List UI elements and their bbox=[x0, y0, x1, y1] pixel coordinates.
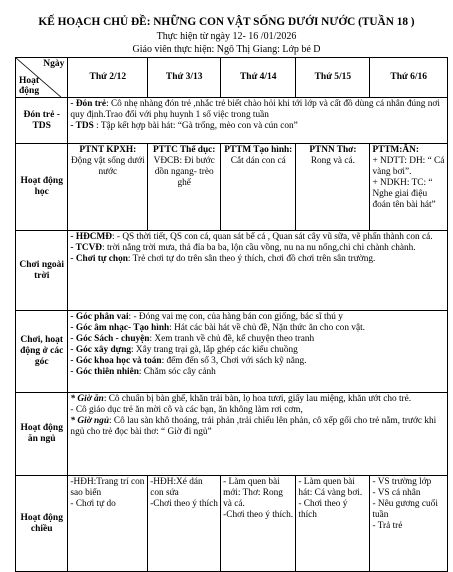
row-label-chieu: Hoạt động chiều bbox=[16, 476, 68, 572]
day-header-3: Thứ 4/14 bbox=[221, 58, 296, 98]
chieu-cell-1: -HĐH:Trang trí con sao biển - Chơi tự do bbox=[68, 476, 148, 572]
goc-item: - Góc thiên nhiên: Chăm sóc cây cảnh bbox=[70, 367, 216, 377]
hoc-cell-3: PTTM Tạo hình: Cắt dán con cá bbox=[221, 144, 296, 231]
row-an-ngu bbox=[16, 393, 448, 476]
corner-activity-label: Hoạt động bbox=[19, 76, 40, 96]
row-label-hoc: Hoạt động học bbox=[16, 144, 68, 231]
plan-dates: Thực hiện từ ngày 12- 16 /01/2026 bbox=[156, 31, 297, 42]
ngoai-troi-content: - HĐCMĐ: - QS thời tiết, QS con cá, quan sát bể cá , Quan sát cây vũ sữa, vẽ phấn thành con cá. - TCVĐ: trời nắng trời mưa, thả đỉa ba ba, lộn cầu vồng, nu na nu nống,chi chi chành chành. - Chơi tự chọn: Trẻ chơi tự do trên sân theo ý thích, chơi đồ chơi trên sân trường. bbox=[68, 231, 448, 311]
row-ngoai-troi bbox=[16, 231, 448, 311]
goc-item: - Góc Sách - chuyện: Xem tranh về chủ đề, kể chuyện theo tranh bbox=[70, 334, 315, 344]
row-label-ngoai-troi: Chơi ngoài trời bbox=[16, 231, 68, 311]
goc-item: - Góc xây dựng: Xây trang trại gà, lắp ghép các kiểu chuồng bbox=[70, 345, 298, 355]
hoc-cell-2: PTTC Thể dục: VĐCB: Đi bước dồn ngang- trèo ghế bbox=[148, 144, 221, 231]
day-header-4: Thứ 5/15 bbox=[296, 58, 370, 98]
corner-cell bbox=[16, 58, 68, 98]
day-header-5: Thứ 6/16 bbox=[370, 58, 448, 98]
goc-content bbox=[68, 311, 448, 393]
row-chieu bbox=[16, 476, 448, 572]
plan-teacher: Giáo viên thực hiện: Ngô Thị Giang: Lớp bé D bbox=[132, 44, 321, 55]
schedule-table bbox=[15, 57, 448, 572]
row-label-goc: Chơi, hoạt động ở các góc bbox=[16, 311, 68, 393]
day-header-2: Thứ 3/13 bbox=[148, 58, 221, 98]
goc-item: - Góc khoa học và toán: đếm đến số 3, Chơi với sách kỹ năng. bbox=[70, 356, 307, 366]
chieu-cell-2: -HĐH:Xé dán con sứa -Chơi theo ý thích bbox=[148, 476, 221, 572]
table-header-row bbox=[16, 58, 448, 98]
hoc-cell-4: PTNN Thơ: Rong và cá. bbox=[296, 144, 370, 231]
row-don-tre bbox=[16, 98, 448, 144]
hoc-cell-5: PTTM:ÂN: + NDTT: DH: “ Cá vàng bơi”. + NDKH: TC: “ Nghe giai điệu đoán tên bài hát” bbox=[370, 144, 448, 231]
row-label-don-tre: Đón trẻ - TDS bbox=[16, 98, 68, 144]
don-tre-content: - Đón trẻ: Cô nhẹ nhàng đón trẻ ,nhắc trẻ biết chào hỏi khi tới lớp và cất đồ dùng cá nhân đúng nơi quy định.Trao đổi với phụ huynh 1 số việc trong tuần - TDS : Tập kết hợp bài hát: “Gà trống, mèo con và cún con” bbox=[68, 98, 448, 144]
goc-item: - Góc âm nhạc- Tạo hình: Hát các bài hát về chủ đề, Nặn thức ăn cho con vật. bbox=[70, 323, 365, 333]
chieu-cell-4: - Làm quen bài hát: Cá vàng bơi. - Chơi theo ý thích bbox=[296, 476, 370, 572]
hoc-cell-1: PTNT KPXH: Động vật sống dưới nước bbox=[68, 144, 148, 231]
goc-item: - Góc phân vai: - Đóng vai mẹ con, của hàng bán con giống, bác sĩ thú y bbox=[70, 312, 343, 322]
an-ngu-content: * Giờ ăn: Cô chuẩn bị bàn ghế, khăn trải bàn, lọ hoa tươi, giấy lau miệng, khăn ướt cho trẻ. - Cô giáo dục trẻ ăn mời cô và các bạn, ăn không làm rơi cơm, * Giờ ngủ: Cô lau sàn khô thoáng, trải phản ,trải chiếu lên phản, cô xếp gối cho trẻ nằm, trước khi ngủ cho trẻ đọc bài thơ: “ Giờ đi ngủ” bbox=[68, 393, 448, 476]
row-label-an-ngu: Hoạt động ăn ngủ bbox=[16, 393, 68, 476]
plan-title: KẾ HOẠCH CHỦ ĐỀ: NHỮNG CON VẬT SỐNG DƯỚI NƯỚC (TUẦN 18 ) bbox=[38, 16, 415, 28]
corner-day-label: Ngày bbox=[43, 59, 65, 69]
row-hoat-dong-hoc bbox=[16, 144, 448, 231]
day-header-1: Thứ 2/12 bbox=[68, 58, 148, 98]
row-goc bbox=[16, 311, 448, 393]
chieu-cell-5: - VS trường lớp - VS cá nhân - Nêu gương cuối tuần - Trả trẻ bbox=[370, 476, 448, 572]
chieu-cell-3: - Làm quen bài mới: Thơ: Rong và cá. -Chơi theo ý thích. bbox=[221, 476, 296, 572]
